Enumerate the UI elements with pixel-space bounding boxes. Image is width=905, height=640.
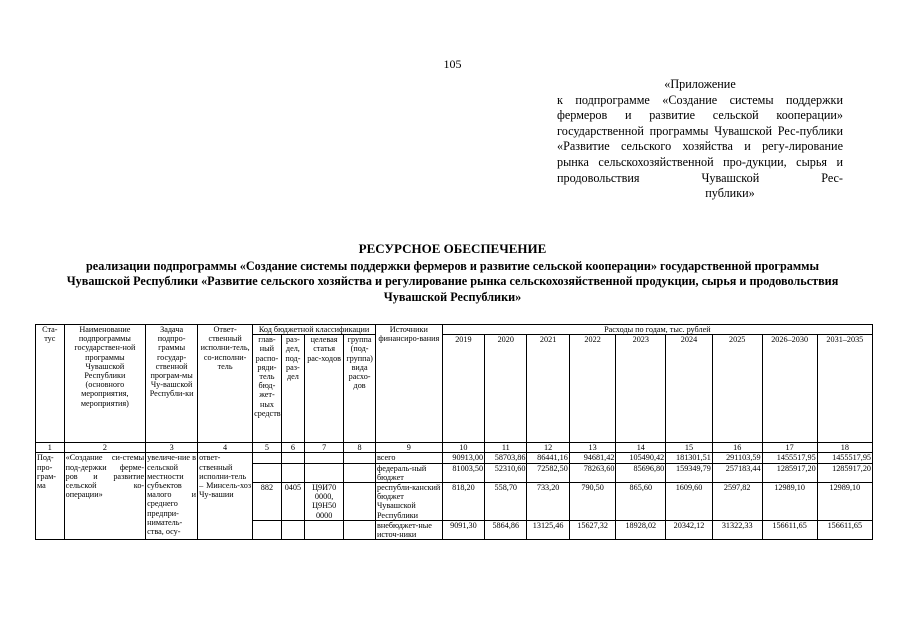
value-cell: 105490,42 xyxy=(616,453,666,463)
value-cell: 58703,86 xyxy=(485,453,527,463)
header-name: Наименование подпрограммы государствен-ной программы Чувашской Республики (основного мероприятия, мероприятия) xyxy=(64,325,146,443)
kbk-rz-cell xyxy=(281,520,304,539)
value-cell: 15627,32 xyxy=(569,520,616,539)
header-kbk-gr: глав-ный распо-ряди-тель бюд-жет-ных средств xyxy=(253,335,282,443)
kbk-vr-cell xyxy=(344,483,376,521)
column-number: 3 xyxy=(146,443,198,453)
appendix-body: к подпрограмме «Создание системы поддержки фермеров и развитие сельской кооперации» государственной программы Чувашской Рес-публики «Развитие сельского хозяйства и регу-лирование рынка сельскохозяйственной про-дукции, сырья и продовольствия Чувашской Рес- xyxy=(557,92,843,185)
subprogram-name-cell: «Создание си-стемы под-держки ферме-ров и развитие сельской ко-операции» xyxy=(64,453,146,540)
value-cell: 90913,00 xyxy=(442,453,484,463)
kbk-cs-cell xyxy=(305,453,344,463)
source-cell: республи-канский бюджет Чувашской Республики xyxy=(376,483,441,520)
value-cell: 818,20 xyxy=(442,483,484,521)
header-kbk: Код бюджетной классификации xyxy=(253,325,376,335)
resource-table xyxy=(35,324,873,540)
column-number: 7 xyxy=(305,443,344,453)
column-number: 16 xyxy=(712,443,762,453)
value-cell: 1285917,20 xyxy=(817,463,872,482)
value-cell: 18928,02 xyxy=(616,520,666,539)
value-cell: 1455517,95 xyxy=(762,453,817,463)
column-number: 1 xyxy=(36,443,65,453)
kbk-cs-cell: Ц9И70 0000, Ц9Н50 0000 xyxy=(305,483,344,521)
value-cell: 94681,42 xyxy=(569,453,616,463)
column-number: 2 xyxy=(64,443,146,453)
value-cell: 9091,30 xyxy=(442,520,484,539)
header-row-1 xyxy=(36,325,873,335)
kbk-gr-cell xyxy=(253,453,282,463)
value-cell: 78263,60 xyxy=(569,463,616,482)
value-cell: 52310,60 xyxy=(485,463,527,482)
header-task: Задача подпро-граммы государ-ственной програм-мы Чу-вашской Республи-ки xyxy=(146,325,198,443)
kbk-vr-cell xyxy=(344,520,376,539)
column-number: 6 xyxy=(281,443,304,453)
column-number: 12 xyxy=(527,443,569,453)
column-number: 9 xyxy=(375,443,442,453)
page-number: 105 xyxy=(443,57,462,71)
kbk-rz-cell xyxy=(281,463,304,482)
header-kbk-rz: раз-дел, под-раз-дел xyxy=(281,335,304,443)
header-kbk-vr: группа (под-группа) вида расхо-дов xyxy=(344,335,376,443)
header-year: 2025 xyxy=(712,335,762,443)
source-cell: внебюджет-ные источ-ники xyxy=(375,520,442,539)
kbk-vr-cell xyxy=(344,463,376,482)
header-years-title: Расходы по годам, тыс. рублей xyxy=(442,325,872,335)
value-cell: 5864,86 xyxy=(485,520,527,539)
document-subtitle: реализации подпрограммы «Создание системы поддержки фермеров и развитие сельской кооперации» государственной программы Чувашской Республики «Развитие сельского хозяйства и регулирование рынка сельскохозяйственной продукции, сырья и продовольствия Чувашской Республики» xyxy=(66,259,839,304)
column-number: 15 xyxy=(666,443,713,453)
value-cell: 81003,50 xyxy=(442,463,484,482)
header-year: 2024 xyxy=(666,335,713,443)
value-cell: 20342,12 xyxy=(666,520,713,539)
value-cell: 181301,51 xyxy=(666,453,713,463)
header-year: 2021 xyxy=(527,335,569,443)
value-cell: 12989,10 xyxy=(817,483,872,521)
kbk-cs-cell xyxy=(305,520,344,539)
kbk-rz-cell xyxy=(281,453,304,463)
column-number: 17 xyxy=(762,443,817,453)
header-year: 2020 xyxy=(485,335,527,443)
column-number-row xyxy=(36,443,873,453)
value-cell: 86441,16 xyxy=(527,453,569,463)
value-cell: 12989,10 xyxy=(762,483,817,521)
kbk-gr-cell xyxy=(253,520,282,539)
kbk-rz-cell: 0405 xyxy=(281,483,304,521)
value-cell: 1285917,20 xyxy=(762,463,817,482)
kbk-cs-cell xyxy=(305,463,344,482)
header-year: 2019 xyxy=(442,335,484,443)
kbk-vr-cell xyxy=(344,453,376,463)
header-responsible: Ответ-ственный исполни-тель, со-исполни-тель xyxy=(198,325,253,443)
source-cell: федераль-ный бюджет xyxy=(375,463,442,482)
column-number: 5 xyxy=(253,443,282,453)
value-cell: 2597,82 xyxy=(712,483,762,521)
column-number: 13 xyxy=(569,443,616,453)
column-number: 14 xyxy=(616,443,666,453)
column-number: 4 xyxy=(198,443,253,453)
value-cell: 291103,59 xyxy=(712,453,762,463)
header-year: 2023 xyxy=(616,335,666,443)
value-cell: 790,50 xyxy=(569,483,616,521)
header-kbk-cs: целевая статья рас-ходов xyxy=(305,335,344,443)
value-cell: 13125,46 xyxy=(527,520,569,539)
header-year: 2031–2035 xyxy=(817,335,872,443)
header-source: Источники финансиро-вания xyxy=(375,325,442,443)
column-number: 11 xyxy=(485,443,527,453)
value-cell: 156611,65 xyxy=(817,520,872,539)
header-year: 2022 xyxy=(569,335,616,443)
column-number: 10 xyxy=(442,443,484,453)
value-cell: 1455517,95 xyxy=(817,453,872,463)
appendix-last: публики» xyxy=(705,186,755,201)
appendix-line1: «Приложение xyxy=(664,77,736,91)
value-cell: 156611,65 xyxy=(762,520,817,539)
kbk-gr-cell: 882 xyxy=(253,483,282,521)
document-title: РЕСУРСНОЕ ОБЕСПЕЧЕНИЕ xyxy=(358,241,547,256)
task-cell: увеличе-ние в сельской местности субъектов малого и среднего предпри-ниматель-ства, осу- xyxy=(146,453,198,540)
header-status: Ста-тус xyxy=(36,325,65,443)
column-number: 8 xyxy=(344,443,376,453)
header-year: 2026–2030 xyxy=(762,335,817,443)
responsible-cell: ответ-ственный исполни-тель – Минсель-хоз Чу-вашии xyxy=(198,453,253,540)
status-cell: Под-про-грам-ма xyxy=(36,453,65,540)
table-row xyxy=(36,453,873,463)
column-number: 18 xyxy=(817,443,872,453)
value-cell: 257183,44 xyxy=(712,463,762,482)
value-cell: 85696,80 xyxy=(616,463,666,482)
kbk-gr-cell xyxy=(253,463,282,482)
value-cell: 733,20 xyxy=(527,483,569,521)
value-cell: 72582,50 xyxy=(527,463,569,482)
value-cell: 31322,33 xyxy=(712,520,762,539)
value-cell: 159349,79 xyxy=(666,463,713,482)
value-cell: 865,60 xyxy=(616,483,666,521)
value-cell: 558,70 xyxy=(485,483,527,521)
source-cell: всего xyxy=(375,453,442,463)
appendix-note xyxy=(557,77,843,202)
value-cell: 1609,60 xyxy=(666,483,713,521)
